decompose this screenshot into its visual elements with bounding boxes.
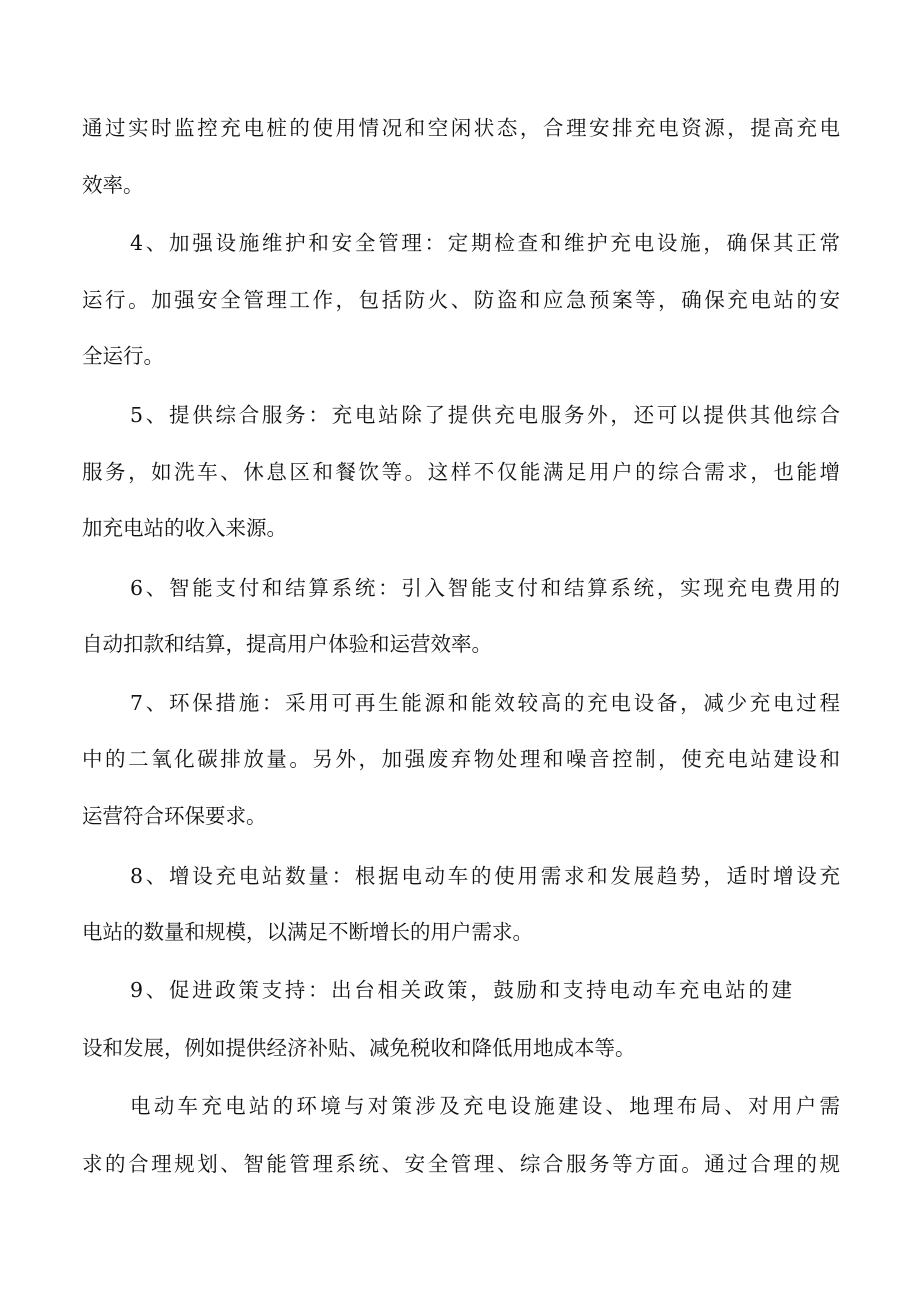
- list-item-4-line: 全运行。: [82, 344, 164, 368]
- list-item-7-line: 7、环保措施：采用可再生能源和能效较高的充电设备，减少充电过程: [130, 691, 840, 715]
- list-item-9-line: 9、促进政策支持：出台相关政策，鼓励和支持电动车充电站的建: [130, 978, 792, 1002]
- summary-line: 求的合理规划、智能管理系统、安全管理、综合服务等方面。通过合理的规: [82, 1152, 840, 1176]
- list-item-4-line: 4、加强设施维护和安全管理：定期检查和维护充电设施，确保其正常: [130, 231, 840, 255]
- list-item-6-line: 6、智能支付和结算系统：引入智能支付和结算系统，实现充电费用的: [130, 576, 840, 600]
- list-item-5-line: 服务，如洗车、休息区和餐饮等。这样不仅能满足用户的综合需求，也能增: [82, 460, 840, 484]
- list-item-5-line: 5、提供综合服务：充电站除了提供充电服务外，还可以提供其他综合: [130, 403, 840, 427]
- text-line: 通过实时监控充电桩的使用情况和空闲状态，合理安排充电资源，提高充电: [82, 116, 840, 140]
- list-item-7-line: 中的二氧化碳排放量。另外，加强废弃物处理和噪音控制，使充电站建设和: [82, 747, 840, 771]
- list-item-8-line: 8、增设充电站数量：根据电动车的使用需求和发展趋势，适时增设充: [130, 864, 840, 888]
- list-item-8-line: 电站的数量和规模，以满足不断增长的用户需求。: [82, 920, 533, 944]
- text-line: 效率。: [82, 173, 144, 197]
- list-item-4-line: 运行。加强安全管理工作，包括防火、防盗和应急预案等，确保充电站的安: [82, 288, 840, 312]
- list-item-7-line: 运营符合环保要求。: [82, 804, 267, 828]
- summary-line: 电动车充电站的环境与对策涉及充电设施建设、地理布局、对用户需: [130, 1094, 840, 1118]
- list-item-5-line: 加充电站的收入来源。: [82, 516, 287, 540]
- list-item-6-line: 自动扣款和结算，提高用户体验和运营效率。: [82, 632, 492, 656]
- list-item-9-line: 设和发展，例如提供经济补贴、减免税收和降低用地成本等。: [82, 1036, 636, 1060]
